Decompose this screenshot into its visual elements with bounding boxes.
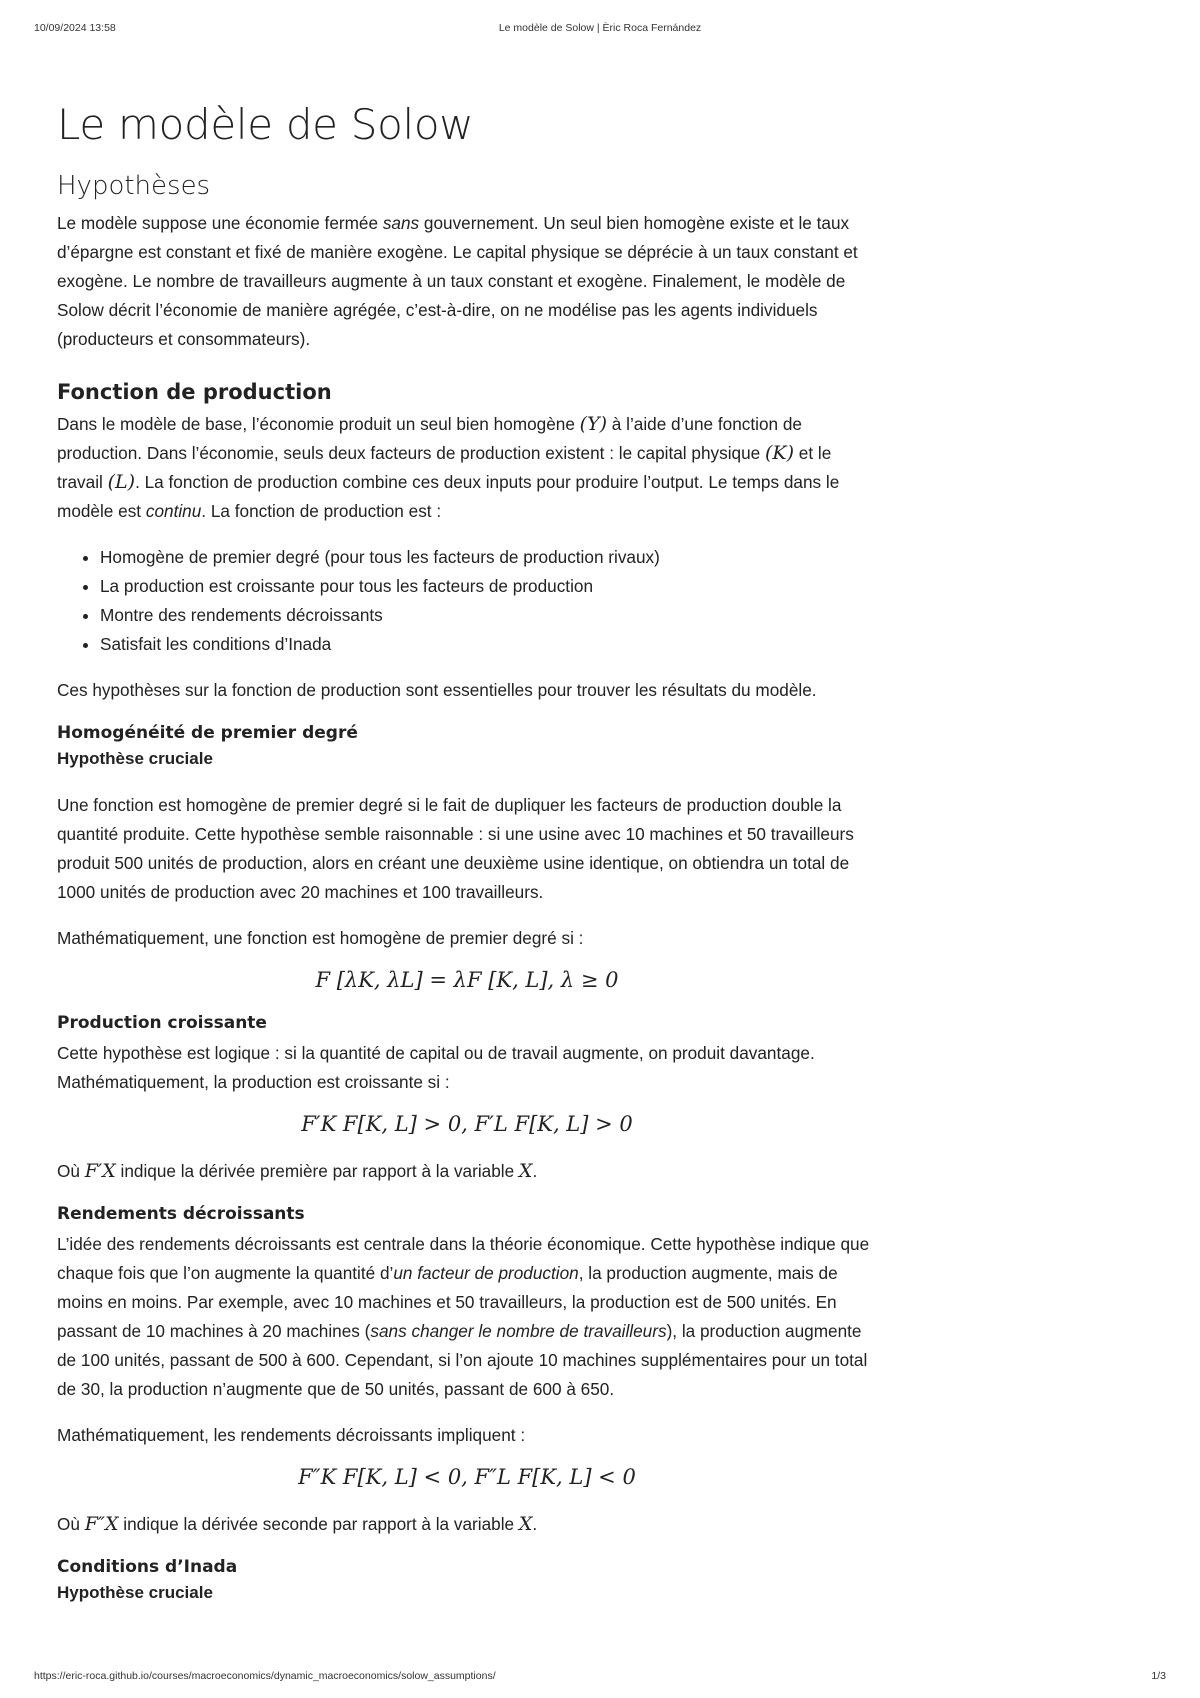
section-heading-production: Fonction de production — [57, 380, 332, 404]
production-paragraph — [57, 410, 877, 526]
equation-decreasing: F″K F[K, L] < 0, F″L F[K, L] < 0 — [298, 1465, 636, 1489]
hypotheses-paragraph — [57, 209, 877, 354]
math-inline: F′X — [84, 1160, 116, 1182]
print-datetime: 10/09/2024 13:58 — [34, 22, 116, 34]
list-item: • La production est croissante pour tous les facteurs de production — [100, 572, 877, 601]
subheading-crucial: Hypothèse cruciale — [57, 1583, 213, 1602]
text: Le modèle suppose une économie fermée — [57, 213, 383, 233]
text: gouvernement. Un seul bien homogène existe et le taux d’épargne est constant et fixé de manière exogène. Le capital physique se déprécie à un taux constant et exogène. Le nombre de travailleurs augmente à un taux constant et exogène. Finalement, le modèle de Solow décrit l’économie de manière agrégée, c’est-à-dire, on ne modélise pas les agents individuels (producteurs et consommateurs). — [57, 213, 858, 349]
page-number: 1/3 — [1151, 1670, 1166, 1682]
text: indique la dérivée première par rapport à la variable — [115, 1161, 519, 1181]
list-item: • Satisfait les conditions d’Inada — [100, 630, 877, 659]
emphasis: sans changer le nombre de travailleurs — [370, 1321, 667, 1341]
section-heading-inada: Conditions d’Inada — [57, 1557, 238, 1577]
text: . La fonction de production combine ces deux inputs pour produire l’output. Le temps dans le modèle est — [57, 472, 840, 521]
list-item: • Homogène de premier degré (pour tous les facteurs de production rivaux) — [100, 543, 877, 572]
text: , la production augmente, mais de moins en moins. Par exemple, avec 10 machines et 50 travailleurs, la production est de 500 unités. En passant de 10 machines à 20 machines ( — [57, 1263, 838, 1341]
math-inline: (L) — [107, 471, 136, 493]
page-url: https://eric-roca.github.io/courses/macroeconomics/dynamic_macroeconomics/solow_assumptions/ — [34, 1670, 496, 1682]
math-inline: X — [518, 1160, 533, 1182]
text: et le travail — [57, 443, 832, 492]
increasing-paragraph: Cette hypothèse est logique : si la quantité de capital ou de travail augmente, on produit davantage. Mathématiquement, la production est croissante si : — [57, 1043, 815, 1092]
equation-homogeneity: F [λK, λL] = λF [K, L], λ ≥ 0 — [315, 968, 619, 992]
homogeneity-paragraph: Une fonction est homogène de premier degré si le fait de dupliquer les facteurs de production double la quantité produite. Cette hypothèse semble raisonnable : si une usine avec 10 machines et 50 travailleurs produit 500 unités de production, alors en créant une deuxième usine identique, on obtiendra un total de 1000 unités de production avec 20 machines et 100 travailleurs. — [57, 795, 854, 902]
math-inline: (K) — [764, 442, 794, 464]
decreasing-math-intro: Mathématiquement, les rendements décroissants impliquent : — [57, 1425, 526, 1445]
equation-increasing: F′K F[K, L] > 0, F′L F[K, L] > 0 — [301, 1112, 633, 1136]
emphasis: un facteur de production — [393, 1263, 579, 1283]
math-inline: X — [518, 1513, 533, 1535]
emphasis: continu — [145, 501, 202, 521]
homogeneity-math-intro: Mathématiquement, une fonction est homogène de premier degré si : — [57, 928, 584, 948]
text: ), la production augmente de 100 unités, passant de 500 à 600. Cependant, si l’on ajoute 10 machines supplémentaires pour un total de 30, la production n’augmente que de 50 unités, passant de 600 à 650. — [57, 1321, 868, 1399]
emphasis: sans — [382, 213, 420, 233]
text: Dans le modèle de base, l’économie produit un seul bien homogène — [57, 414, 580, 434]
decreasing-note — [57, 1510, 877, 1539]
text: L’idée des rendements décroissants est centrale dans la théorie économique. Cette hypothèse indique que chaque fois que l’on augmente la quantité d’ — [57, 1234, 870, 1283]
text: indique la dérivée seconde par rapport à la variable — [118, 1514, 519, 1534]
section-heading-homogeneity: Homogénéité de premier degré — [57, 723, 358, 743]
decreasing-paragraph — [57, 1230, 877, 1404]
page-title: Le modèle de Solow — [57, 100, 474, 149]
text: . La fonction de production est : — [201, 501, 442, 521]
production-assumptions-list — [57, 543, 877, 659]
print-page-title: Le modèle de Solow | Èric Roca Fernández — [498, 22, 702, 34]
text: . — [532, 1514, 538, 1534]
subheading-crucial: Hypothèse cruciale — [57, 749, 213, 768]
math-inline: (Y) — [579, 413, 608, 435]
text: Où — [57, 1514, 85, 1534]
math-inline: F″X — [84, 1513, 119, 1535]
text: à l’aide d’une fonction de production. Dans l’économie, seuls deux facteurs de production existent : le capital physique — [57, 414, 802, 463]
text: . — [532, 1161, 538, 1181]
section-heading-hypotheses: Hypothèses — [57, 171, 211, 201]
list-item: • Montre des rendements décroissants — [100, 601, 877, 630]
text: Où — [57, 1161, 85, 1181]
increasing-note — [57, 1157, 877, 1186]
section-heading-increasing: Production croissante — [57, 1013, 267, 1033]
production-closing: Ces hypothèses sur la fonction de production sont essentielles pour trouver les résultats du modèle. — [57, 680, 817, 700]
section-heading-decreasing: Rendements décroissants — [57, 1204, 305, 1224]
article-content — [57, 100, 877, 1625]
